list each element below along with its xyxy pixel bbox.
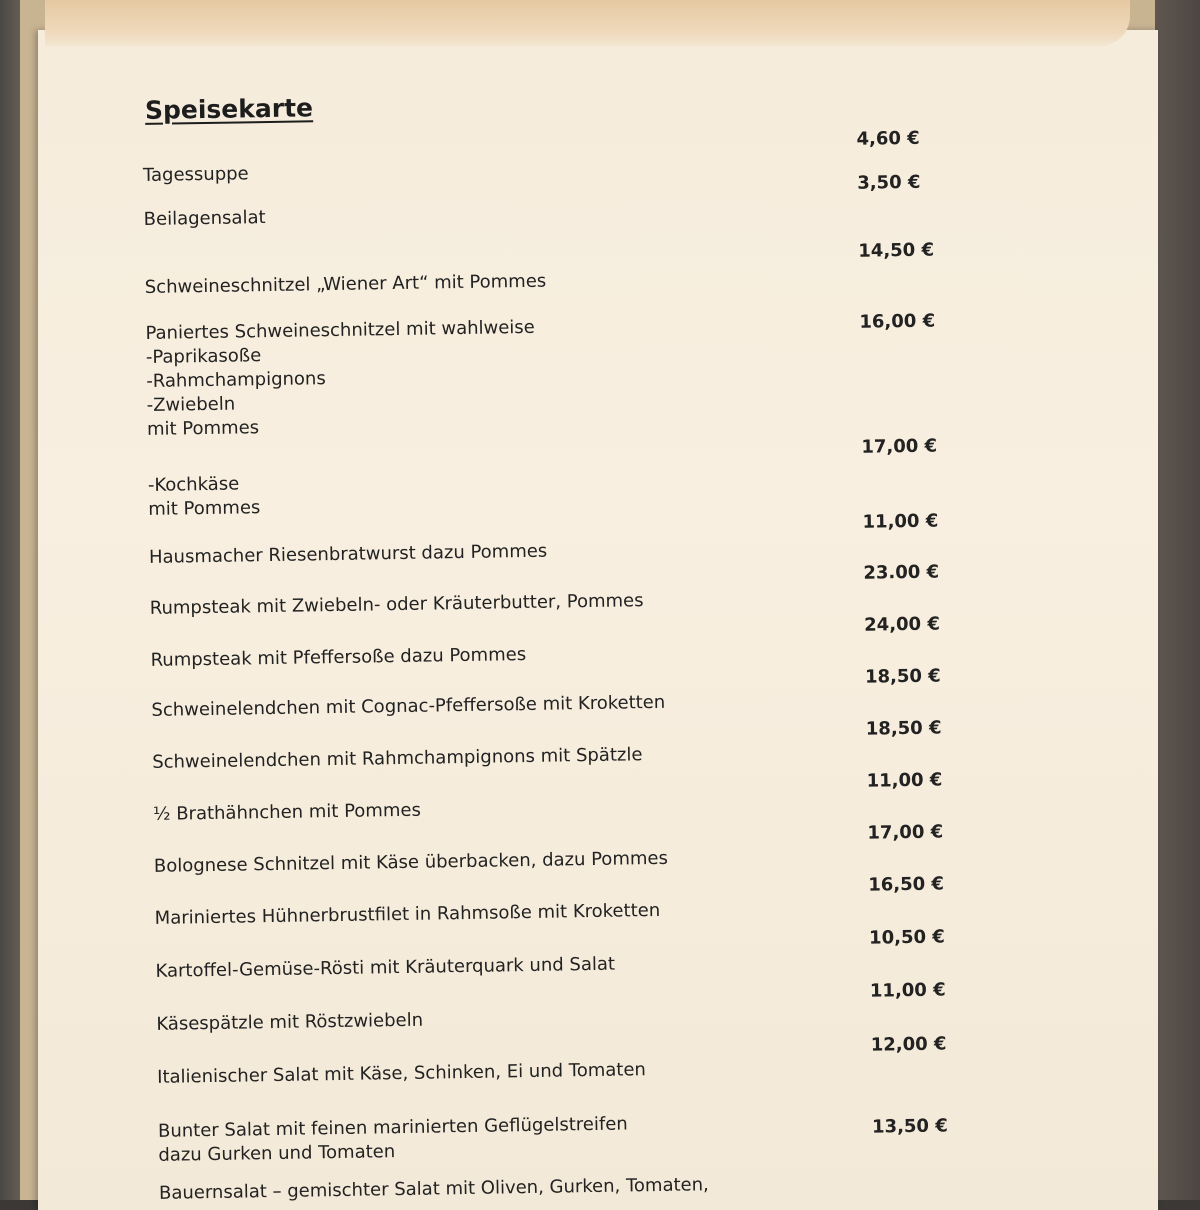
menu-item-line: Schweineschnitzel „Wiener Art“ mit Pommes [144,270,547,298]
menu-item-line: Bolognese Schnitzel mit Käse überbacken, dazu Pommes [153,847,669,877]
menu-item [145,311,847,442]
menu-item-price: 4,60 € [856,127,920,150]
menu-item [155,896,855,931]
menu-item-price: 12,00 € [870,1033,947,1056]
menu-item [155,949,855,984]
menu-title: Speisekarte [144,93,314,125]
menu-item-line: -Rahmchampignons [146,368,326,392]
menu-item-price: 10,50 € [868,926,945,949]
menu-item [151,688,851,723]
menu-item [149,535,849,570]
menu-item-line: ½ Brathähnchen mit Pommes [152,799,422,825]
menu-item [150,586,850,621]
menu-item-price: 17,00 € [861,435,938,458]
menu-item-price: 16,00 € [859,310,936,333]
menu-item-line: Italienischer Salat mit Käse, Schinken, Ei und Tomaten [157,1059,647,1088]
menu-item-line: -Kochkäse [147,473,240,496]
menu-item-price: 18,50 € [865,717,942,740]
menu-item-line: Rumpsteak mit Pfeffersoße dazu Pommes [150,644,527,671]
menu-item [153,792,853,827]
menu-item-line: Bunter Salat mit feinen marinierten Geflügelstreifen [157,1113,628,1142]
menu-item-line: -Paprikasoße [145,345,262,368]
menu-item-line: Kartoffel-Gemüse-Rösti mit Kräuterquark und Salat [155,953,616,982]
menu-item [148,463,849,522]
menu-item [158,1109,859,1168]
menu-item-line: Käsespätzle mit Röstzwiebeln [156,1009,424,1035]
menu-item-line: dazu Gurken und Tomaten [158,1141,396,1166]
menu-item [156,1002,856,1037]
menu-item-line: Schweinelendchen mit Cognac-Pfeffersoße mit Kroketten [151,691,666,721]
menu-item-price: 17,00 € [867,821,944,844]
menu-item-price: 11,00 € [866,769,943,792]
menu-item-price: 13,50 € [871,1115,948,1138]
menu-item-line: Paniertes Schweineschnitzel mit wahlweise [145,316,535,344]
menu-item [150,638,850,673]
menu-item-line: Hausmacher Riesenbratwurst dazu Pommes [148,540,548,568]
menu-item-price: 3,50 € [857,171,921,194]
menu-item-price: 14,50 € [858,239,935,262]
menu-item-price: 18,50 € [864,665,941,688]
menu-item-price: 24,00 € [864,613,941,636]
menu-item-price: 23.00 € [863,561,940,584]
menu-item [143,153,843,188]
menu-item [145,265,845,300]
menu-item-line: Beilagensalat [143,207,266,230]
menu-item-price: 16,50 € [868,873,945,896]
menu-item-line: Schweinelendchen mit Rahmchampignons mit Spätzle [152,744,643,773]
menu-item [152,740,852,775]
menu-item [154,844,854,879]
menu-item-price: 11,00 € [869,979,946,1002]
menu-item-price: 11,00 € [862,510,939,533]
menu-item-line: Tagessuppe [142,163,249,186]
menu-item-line: mit Pommes [148,497,261,520]
menu-item-line: Mariniertes Hühnerbrustfilet in Rahmsoße mit Kroketten [154,899,661,929]
menu-item-line: mit Pommes [146,417,260,440]
menu-item-line: -Zwiebeln [146,393,236,416]
menu-item [157,1055,857,1090]
menu-item-line: Rumpsteak mit Zwiebeln- oder Kräuterbutter, Pommes [149,590,644,619]
menu-item-line: Bauernsalat – gemischter Salat mit Oliven, Gurken, Tomaten, [158,1174,709,1204]
menu-item [144,197,844,232]
